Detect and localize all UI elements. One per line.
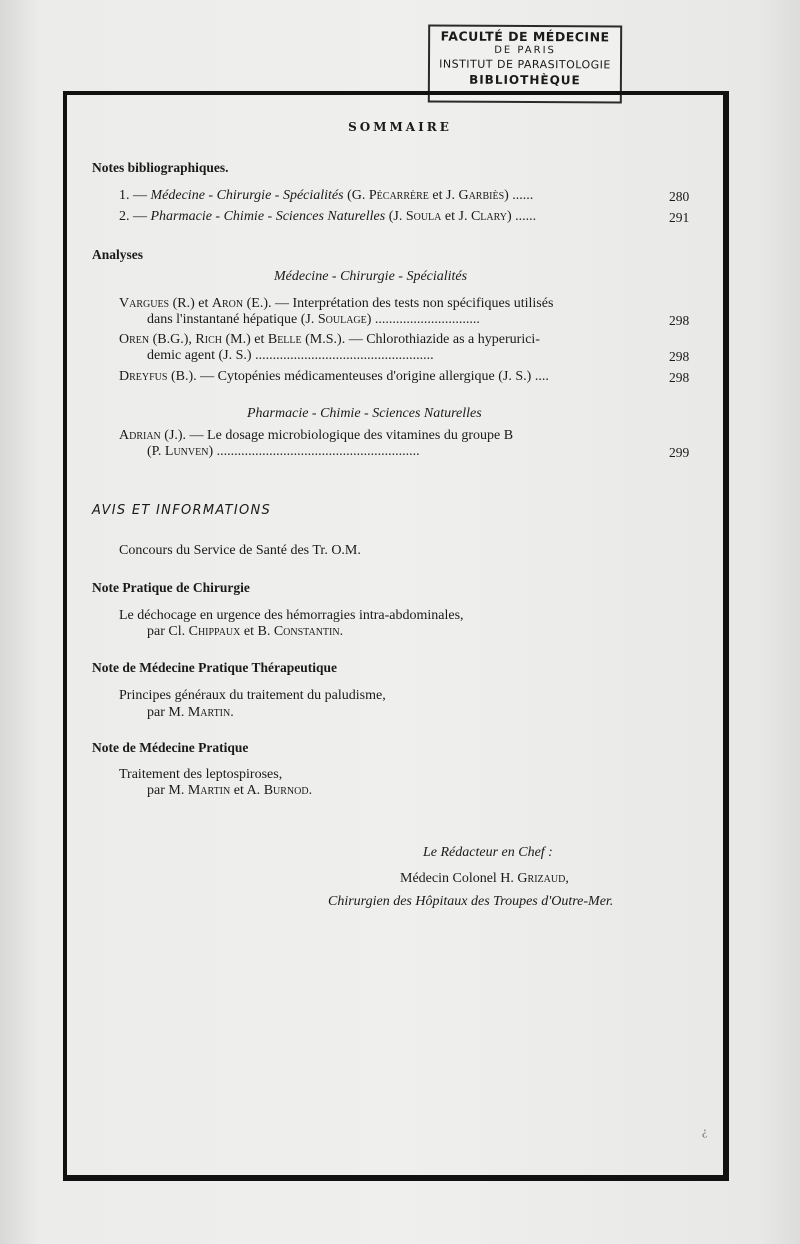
- page-mark: ¿: [702, 1124, 708, 1138]
- chirurgie-line-2: par Cl. Chippaux et B. Constantin.: [147, 624, 344, 639]
- analysis-entry-3: Dreyfus (B.). — Cytopénies médicamenteuses d'origine allergique (J. S.) ....: [119, 369, 549, 384]
- stamp-line-1: FACULTÉ DE MÉDECINE: [440, 28, 610, 45]
- therapeutique-heading: Note de Médecine Pratique Thérapeutique: [92, 660, 337, 675]
- avis-heading: AVIS ET INFORMATIONS: [92, 503, 272, 518]
- analyses-section-1: Médecine - Chirurgie - Spécialités: [274, 269, 468, 284]
- analysis-entry-4-page: 299: [669, 445, 690, 460]
- notes-item-2: 2. — Pharmacie - Chimie - Sciences Naturelles (J. Soula et J. Clary) ......: [119, 209, 537, 224]
- page-title: SOMMAIRE: [348, 120, 452, 134]
- pratique-line-2: par M. Martin et A. Burnod.: [147, 783, 313, 798]
- analysis-entry-4: Adrian (J.). — Le dosage microbiologique des vitamines du groupe B: [119, 428, 514, 443]
- notes-item-2-page: 291: [669, 210, 690, 225]
- therapeutique-line-1: Principes généraux du traitement du paludisme,: [119, 688, 386, 703]
- signature-name: Médecin Colonel H. Grizaud,: [400, 871, 569, 886]
- chirurgie-line-1: Le déchocage en urgence des hémorragies intra-abdominales,: [119, 608, 464, 623]
- analysis-entry-1-line-2: dans l'instantané hépatique (J. Soulage) ..............................: [147, 312, 480, 327]
- analysis-entry-4-line-2: (P. Lunven) ..........................................................: [147, 444, 420, 459]
- notes-heading: Notes bibliographiques.: [92, 160, 229, 175]
- analysis-entry-1-page: 298: [669, 313, 690, 328]
- signature-title: Chirurgien des Hôpitaux des Troupes d'Outre-Mer.: [328, 894, 614, 909]
- pratique-line-1: Traitement des leptospiroses,: [119, 767, 283, 782]
- notes-item-1: 1. — Médecine - Chirurgie - Spécialités (G. Pécarrère et J. Garbiès) ......: [119, 188, 534, 203]
- analyses-heading: Analyses: [92, 247, 144, 262]
- avis-concours: Concours du Service de Santé des Tr. O.M.: [119, 543, 361, 558]
- therapeutique-line-2: par M. Martin.: [147, 705, 234, 720]
- analysis-entry-1: Vargues (R.) et Aron (E.). — Interprétation des tests non spécifiques utilisés: [119, 296, 554, 311]
- analysis-entry-3-page: 298: [669, 370, 690, 385]
- stamp-line-3: INSTITUT DE PARASITOLOGIE: [439, 57, 611, 71]
- analysis-entry-2-line-2: demic agent (J. S.) ...................................................: [147, 348, 434, 363]
- stamp-line-2: DE PARIS: [494, 44, 556, 56]
- analysis-entry-2-page: 298: [669, 349, 690, 364]
- signature-role: Le Rédacteur en Chef :: [423, 845, 553, 860]
- stamp-line-4: BIBLIOTHÈQUE: [469, 72, 581, 87]
- analyses-section-2: Pharmacie - Chimie - Sciences Naturelles: [247, 406, 482, 421]
- analysis-entry-2: Oren (B.G.), Rich (M.) et Belle (M.S.). — Chlorothiazide as a hyperurici-: [119, 332, 540, 347]
- chirurgie-heading: Note Pratique de Chirurgie: [92, 580, 250, 595]
- notes-item-1-page: 280: [669, 189, 690, 204]
- pratique-heading: Note de Médecine Pratique: [92, 740, 249, 755]
